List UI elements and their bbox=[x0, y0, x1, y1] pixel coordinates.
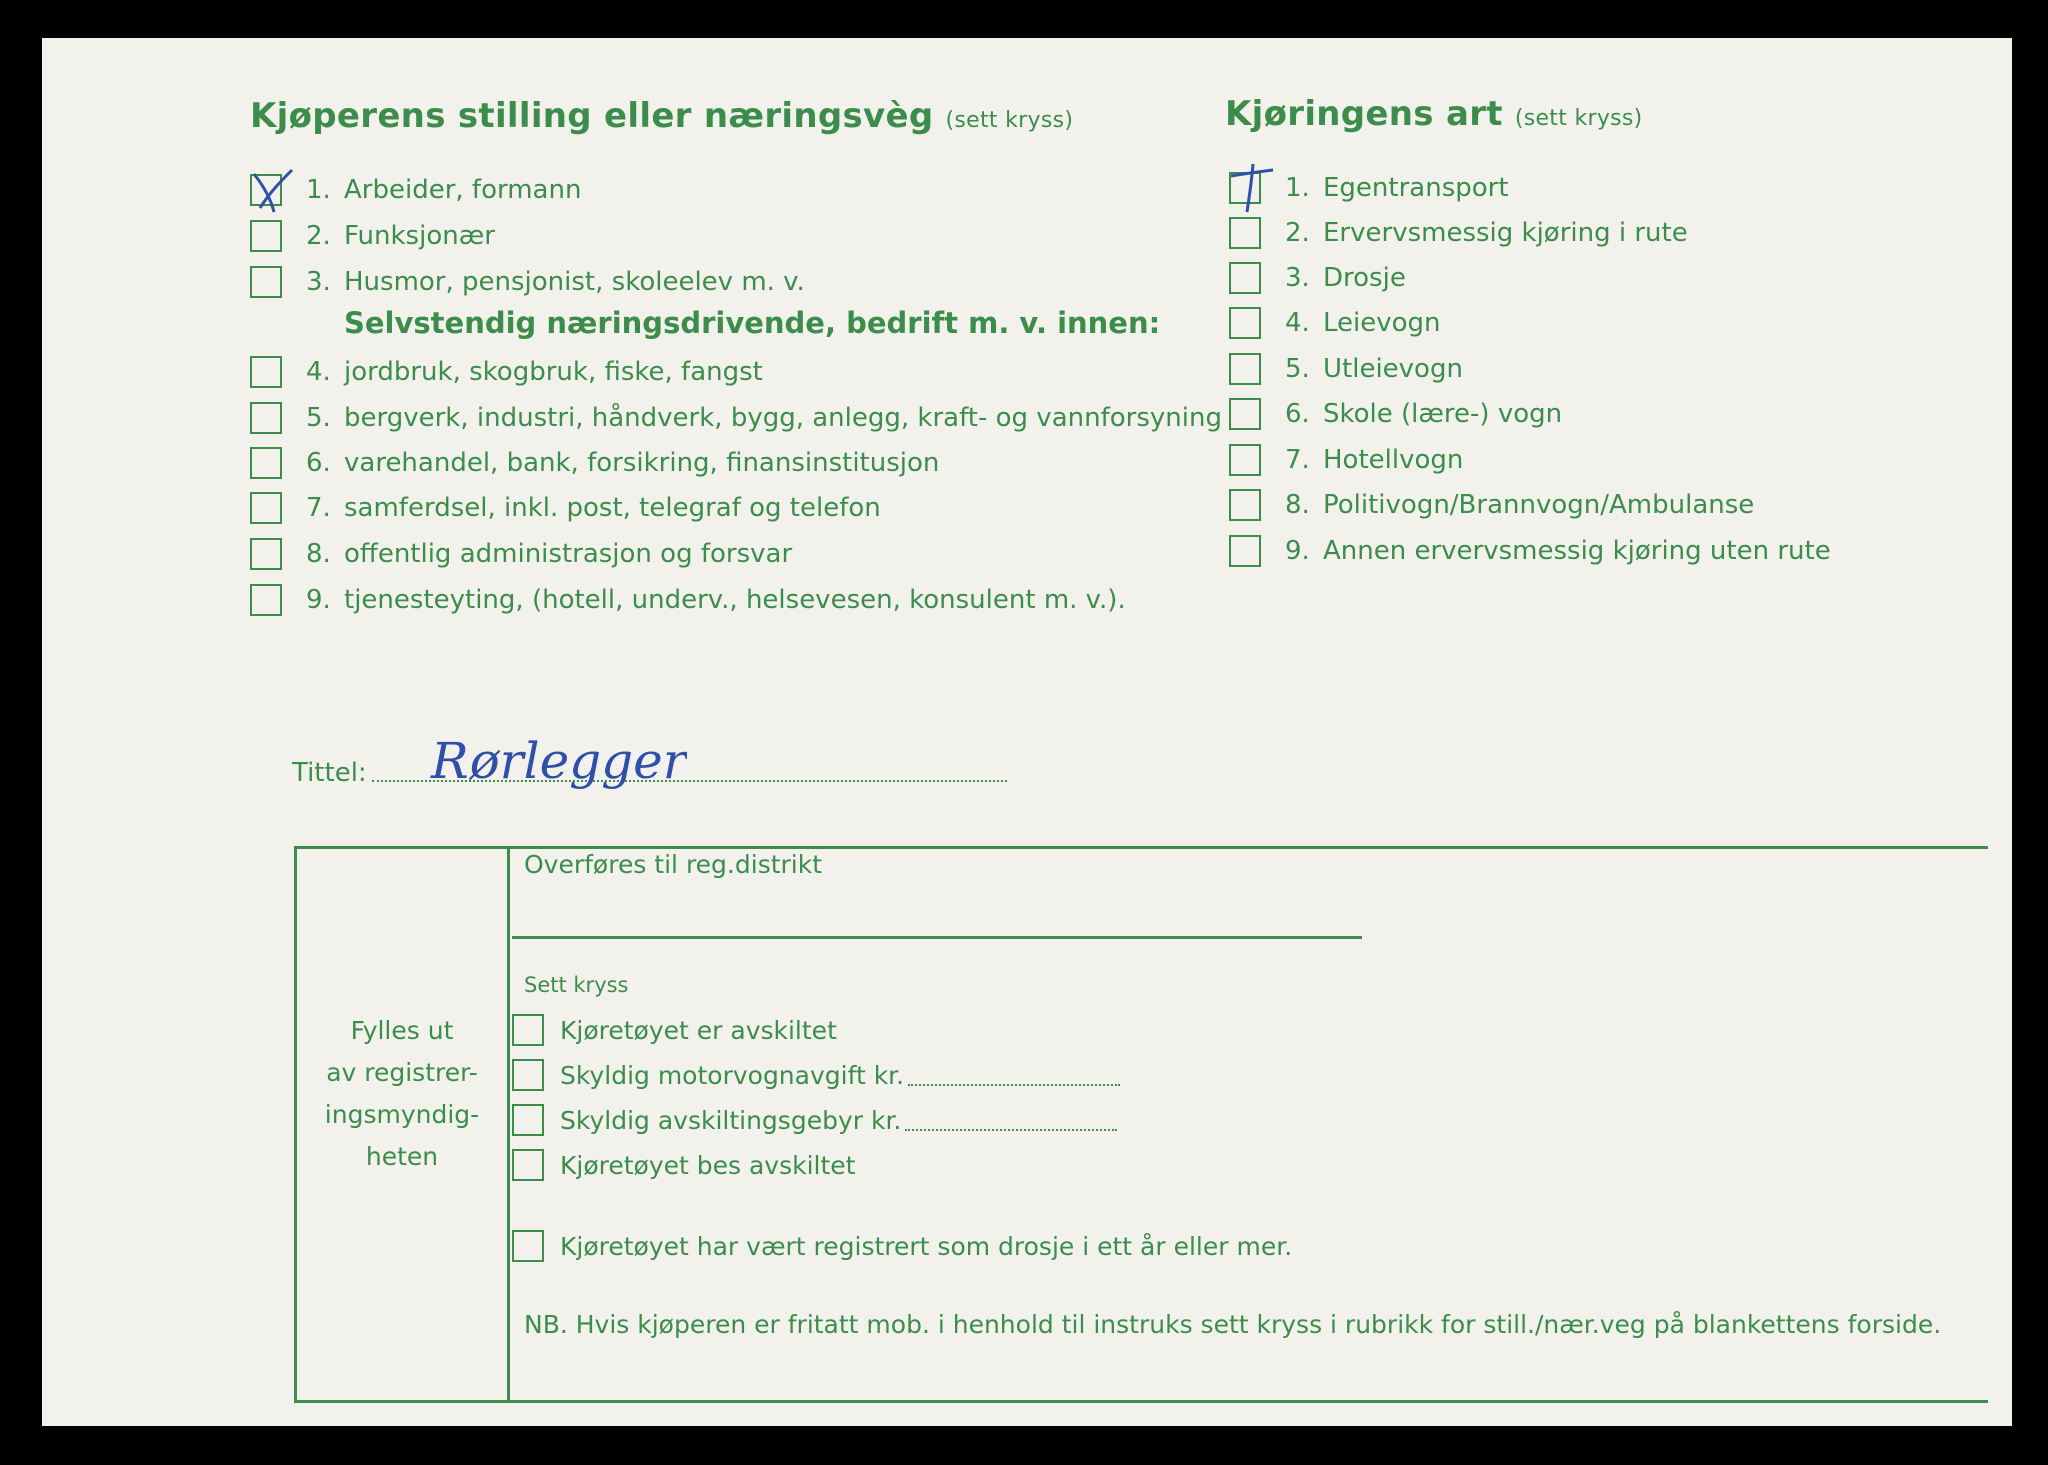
option-label: Ervervsmessig kjøring i rute bbox=[1323, 218, 1688, 248]
check-label: Skyldig avskiltingsgebyr kr. bbox=[560, 1105, 902, 1135]
option-label: Drosje bbox=[1323, 263, 1406, 293]
left-option-2[interactable] bbox=[250, 214, 495, 258]
right-option-4[interactable] bbox=[1229, 301, 1441, 345]
option-label: Funksjonær bbox=[344, 221, 495, 251]
option-number: 2. bbox=[1285, 218, 1310, 248]
option-number: 3. bbox=[306, 267, 331, 297]
lower-bottom-border bbox=[294, 1400, 1988, 1403]
option-number: 8. bbox=[306, 539, 331, 569]
option-label: Skole (lære-) vogn bbox=[1323, 399, 1563, 429]
tittel-handwritten-value[interactable] bbox=[427, 706, 687, 816]
right-heading bbox=[1225, 94, 1643, 134]
amount-dotted-line[interactable] bbox=[905, 1129, 1117, 1131]
option-number: 9. bbox=[1285, 536, 1310, 566]
option-number: 4. bbox=[306, 357, 331, 387]
option-number: 4. bbox=[1285, 308, 1310, 338]
right-option-6[interactable] bbox=[1229, 392, 1562, 436]
left-option-7[interactable] bbox=[250, 486, 881, 530]
lower-left-border bbox=[294, 846, 297, 1401]
option-label: offentlig administrasjon og forsvar bbox=[344, 539, 793, 569]
option-label: samferdsel, inkl. post, telegraf og telefon bbox=[344, 493, 881, 523]
checkbox[interactable] bbox=[1229, 353, 1261, 385]
left-option-9[interactable] bbox=[250, 578, 1126, 622]
tittel-label: Tittel: bbox=[292, 758, 367, 788]
overfores-label: Overføres til reg.distrikt bbox=[524, 850, 823, 879]
right-heading-note: (sett kryss) bbox=[1514, 106, 1643, 131]
fylles-ut-label bbox=[300, 1010, 504, 1178]
option-number: 6. bbox=[306, 448, 331, 478]
right-heading-text: Kjøringens art bbox=[1225, 94, 1503, 134]
form-sheet bbox=[42, 38, 2012, 1426]
checkbox[interactable] bbox=[250, 220, 282, 252]
left-option-6[interactable] bbox=[250, 441, 939, 485]
fylles-line: heten bbox=[365, 1142, 439, 1171]
option-number: 8. bbox=[1285, 490, 1310, 520]
checkbox[interactable] bbox=[512, 1149, 544, 1181]
right-option-7[interactable] bbox=[1229, 438, 1463, 482]
right-option-2[interactable] bbox=[1229, 211, 1688, 255]
option-number: 9. bbox=[306, 585, 331, 615]
checkbox[interactable] bbox=[1229, 172, 1261, 204]
option-label: Leievogn bbox=[1323, 308, 1441, 338]
right-option-8[interactable] bbox=[1229, 483, 1754, 527]
check-label: Skyldig motorvognavgift kr. bbox=[560, 1060, 905, 1090]
checkbox[interactable] bbox=[1229, 398, 1261, 430]
left-option-8[interactable] bbox=[250, 532, 792, 576]
handwritten-cross-icon bbox=[244, 162, 300, 218]
option-number: 5. bbox=[306, 403, 331, 433]
checkbox[interactable] bbox=[1229, 262, 1261, 294]
option-number: 5. bbox=[1285, 354, 1310, 384]
checkbox[interactable] bbox=[1229, 489, 1261, 521]
option-label: Annen ervervsmessig kjøring uten rute bbox=[1323, 536, 1831, 566]
sett-kryss-label: Sett kryss bbox=[524, 973, 629, 997]
lower-check-5[interactable] bbox=[512, 1226, 1292, 1266]
checkbox[interactable] bbox=[250, 584, 282, 616]
left-heading bbox=[250, 96, 1073, 136]
checkbox[interactable] bbox=[1229, 535, 1261, 567]
checkbox[interactable] bbox=[250, 447, 282, 479]
checkbox[interactable] bbox=[250, 266, 282, 298]
left-option-4[interactable] bbox=[250, 350, 763, 394]
option-label: Utleievogn bbox=[1323, 354, 1463, 384]
tittel-value: Rørlegger bbox=[431, 732, 687, 790]
checkbox[interactable] bbox=[1229, 444, 1261, 476]
left-option-5[interactable] bbox=[250, 396, 1222, 440]
check-label: Kjøretøyet har vært registrert som drosje i ett år eller mer. bbox=[560, 1231, 1293, 1261]
option-number: 2. bbox=[306, 221, 331, 251]
checkbox[interactable] bbox=[512, 1230, 544, 1262]
option-label: jordbruk, skogbruk, fiske, fangst bbox=[344, 357, 763, 387]
amount-dotted-line[interactable] bbox=[908, 1084, 1120, 1086]
right-option-1[interactable] bbox=[1229, 166, 1509, 210]
option-number: 7. bbox=[306, 493, 331, 523]
checkbox[interactable] bbox=[512, 1014, 544, 1046]
option-number: 3. bbox=[1285, 263, 1310, 293]
right-option-9[interactable] bbox=[1229, 529, 1831, 573]
checkbox[interactable] bbox=[250, 356, 282, 388]
option-label: Arbeider, formann bbox=[344, 175, 582, 205]
checkbox[interactable] bbox=[250, 492, 282, 524]
check-label: Kjøretøyet bes avskiltet bbox=[560, 1150, 856, 1180]
option-number: 6. bbox=[1285, 399, 1310, 429]
checkbox[interactable] bbox=[250, 538, 282, 570]
left-option-3[interactable] bbox=[250, 260, 805, 304]
check-label: Kjøretøyet er avskiltet bbox=[560, 1015, 837, 1045]
handwritten-cross-icon bbox=[1223, 160, 1279, 216]
left-subheading: Selvstendig næringsdrivende, bedrift m. v. innen: bbox=[344, 306, 1161, 340]
option-label: Egentransport bbox=[1323, 173, 1509, 203]
fylles-line: Fylles ut bbox=[350, 1016, 454, 1045]
lower-column-divider bbox=[507, 846, 510, 1401]
option-label: tjenesteyting, (hotell, underv., helsevesen, konsulent m. v.). bbox=[344, 585, 1126, 615]
checkbox[interactable] bbox=[512, 1059, 544, 1091]
option-number: 1. bbox=[1285, 173, 1310, 203]
option-label: Politivogn/Brannvogn/Ambulanse bbox=[1323, 490, 1755, 520]
option-label: varehandel, bank, forsikring, finansinstitusjon bbox=[344, 448, 940, 478]
option-label: Hotellvogn bbox=[1323, 445, 1464, 475]
lower-check-4[interactable] bbox=[512, 1145, 855, 1185]
option-number: 1. bbox=[306, 175, 331, 205]
left-option-1[interactable] bbox=[250, 168, 581, 212]
right-option-5[interactable] bbox=[1229, 347, 1463, 391]
checkbox[interactable] bbox=[250, 174, 282, 206]
checkbox[interactable] bbox=[1229, 307, 1261, 339]
fylles-line: ingsmyndig- bbox=[324, 1100, 480, 1129]
lower-top-border bbox=[294, 846, 1988, 849]
checkbox[interactable] bbox=[512, 1104, 544, 1136]
checkbox[interactable] bbox=[1229, 217, 1261, 249]
lower-check-2[interactable] bbox=[512, 1055, 1120, 1095]
nb-note: NB. Hvis kjøperen er fritatt mob. i henhold til instruks sett kryss i rubrikk for still./nær.veg på blankettens forside. bbox=[524, 1310, 1942, 1339]
right-option-3[interactable] bbox=[1229, 256, 1406, 300]
option-label: bergverk, industri, håndverk, bygg, anlegg, kraft- og vannforsyning bbox=[344, 403, 1222, 433]
lower-check-3[interactable] bbox=[512, 1100, 1117, 1140]
left-heading-text: Kjøperens stilling eller næringsvèg bbox=[250, 96, 934, 136]
reg-distrikt-line bbox=[512, 936, 1362, 939]
option-number: 7. bbox=[1285, 445, 1310, 475]
lower-check-1[interactable] bbox=[512, 1010, 837, 1050]
fylles-line: av registrer- bbox=[326, 1058, 478, 1087]
checkbox[interactable] bbox=[250, 402, 282, 434]
option-label: Husmor, pensjonist, skoleelev m. v. bbox=[344, 267, 805, 297]
left-heading-note: (sett kryss) bbox=[945, 108, 1074, 133]
